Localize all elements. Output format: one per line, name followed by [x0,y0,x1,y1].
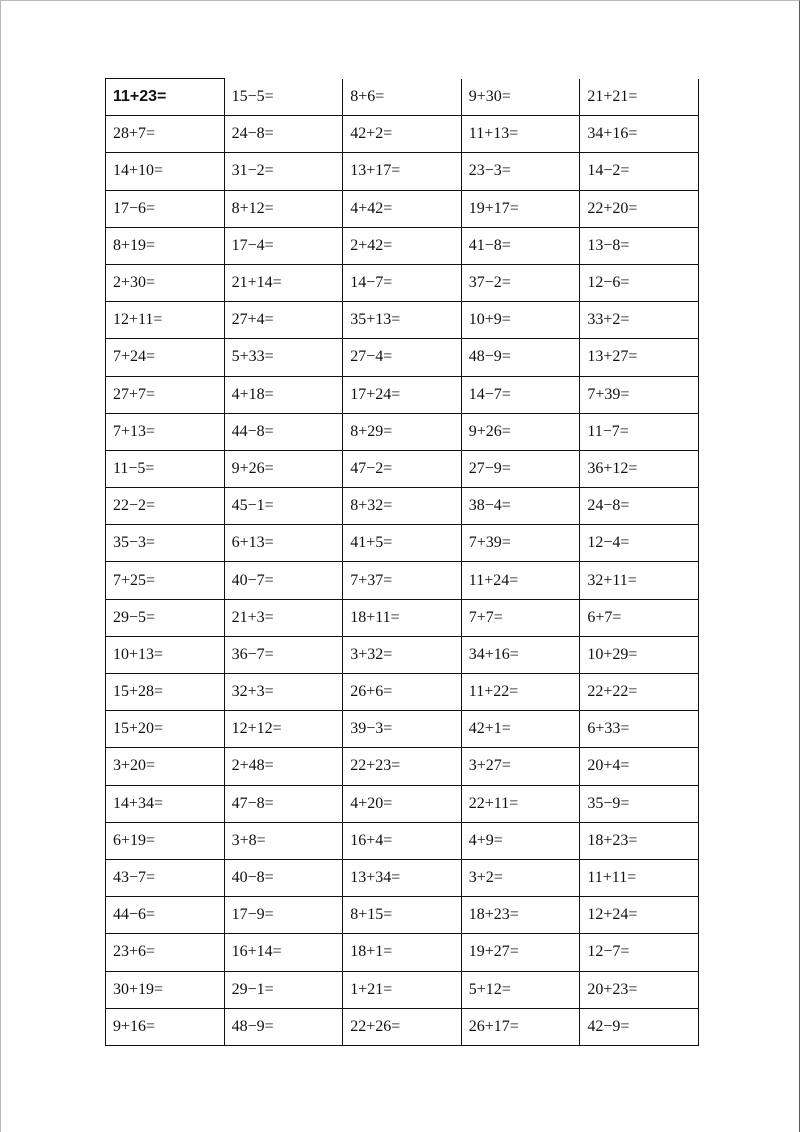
problem-cell: 33+2= [580,302,699,339]
problem-cell: 24−8= [224,116,343,153]
problem-cell: 27+7= [106,376,225,413]
problem-cell: 44−8= [224,413,343,450]
problem-cell: 22+20= [580,190,699,227]
problem-cell: 11+24= [461,562,580,599]
problem-cell: 8+15= [343,897,462,934]
problem-cell: 8+32= [343,488,462,525]
problem-cell: 27−4= [343,339,462,376]
problem-cell: 7+7= [461,599,580,636]
problem-cell: 11−5= [106,450,225,487]
problem-cell: 22+22= [580,674,699,711]
problem-grid-body [106,79,699,1046]
problem-cell: 3+2= [461,859,580,896]
problem-cell: 8+12= [224,190,343,227]
problem-cell: 11−7= [580,413,699,450]
problem-cell: 38−4= [461,488,580,525]
problem-cell: 9+26= [461,413,580,450]
problem-row [106,488,699,525]
problem-row [106,748,699,785]
problem-row [106,934,699,971]
problem-cell: 19+27= [461,934,580,971]
problem-cell: 42+1= [461,711,580,748]
problem-cell: 9+16= [106,1008,225,1045]
problem-cell: 21+14= [224,264,343,301]
problem-cell: 4+42= [343,190,462,227]
problem-cell: 21+3= [224,599,343,636]
problem-row [106,1008,699,1045]
problem-cell: 34+16= [580,116,699,153]
problem-cell: 40−7= [224,562,343,599]
problem-cell: 7+25= [106,562,225,599]
problem-cell: 47−8= [224,785,343,822]
problem-cell: 2+48= [224,748,343,785]
problem-cell: 4+20= [343,785,462,822]
problem-cell: 11+13= [461,116,580,153]
problem-cell: 12−4= [580,525,699,562]
problem-cell: 26+6= [343,674,462,711]
problem-cell: 6+7= [580,599,699,636]
problem-cell: 6+19= [106,822,225,859]
problem-cell: 8+29= [343,413,462,450]
problem-cell: 6+13= [224,525,343,562]
problem-cell: 16+14= [224,934,343,971]
problem-cell: 27+4= [224,302,343,339]
problem-cell: 42+2= [343,116,462,153]
problem-cell: 13+27= [580,339,699,376]
problem-cell: 5+12= [461,971,580,1008]
problem-cell: 14+10= [106,153,225,190]
problem-cell: 7+37= [343,562,462,599]
problem-row [106,897,699,934]
problem-row [106,711,699,748]
problem-cell: 15+20= [106,711,225,748]
problem-row [106,599,699,636]
problem-cell: 2+42= [343,227,462,264]
problem-cell: 14−7= [461,376,580,413]
problem-row [106,376,699,413]
problem-cell: 16+4= [343,822,462,859]
problem-cell: 31−2= [224,153,343,190]
problem-cell: 12−6= [580,264,699,301]
problem-cell: 44−6= [106,897,225,934]
problem-row [106,339,699,376]
problem-row [106,116,699,153]
problem-cell: 13+34= [343,859,462,896]
problem-cell: 7+24= [106,339,225,376]
problem-cell: 11+22= [461,674,580,711]
problem-cell: 1+21= [343,971,462,1008]
problem-cell: 36+12= [580,450,699,487]
problem-cell: 17−4= [224,227,343,264]
problem-cell: 23+6= [106,934,225,971]
arithmetic-problem-grid [105,78,699,1046]
problem-cell: 47−2= [343,450,462,487]
problem-cell: 14−2= [580,153,699,190]
problem-row [106,79,699,116]
problem-cell: 2+30= [106,264,225,301]
problem-cell: 18+1= [343,934,462,971]
problem-cell: 3+27= [461,748,580,785]
problem-cell: 10+13= [106,636,225,673]
problem-cell: 34+16= [461,636,580,673]
problem-cell: 12+11= [106,302,225,339]
problem-cell: 17−6= [106,190,225,227]
problem-cell: 3+32= [343,636,462,673]
problem-cell: 17+24= [343,376,462,413]
problem-cell: 18+11= [343,599,462,636]
problem-cell: 24−8= [580,488,699,525]
problem-cell: 3+20= [106,748,225,785]
problem-cell: 22+11= [461,785,580,822]
problem-cell: 39−3= [343,711,462,748]
problem-row [106,525,699,562]
problem-row [106,302,699,339]
problem-cell: 26+17= [461,1008,580,1045]
problem-cell: 11+23= [106,79,225,116]
problem-cell: 6+33= [580,711,699,748]
problem-cell: 7+13= [106,413,225,450]
problem-cell: 14−7= [343,264,462,301]
problem-cell: 35−9= [580,785,699,822]
problem-row [106,450,699,487]
problem-cell: 21+21= [580,79,699,116]
problem-cell: 17−9= [224,897,343,934]
problem-cell: 4+9= [461,822,580,859]
problem-row [106,190,699,227]
problem-row [106,227,699,264]
problem-cell: 13+17= [343,153,462,190]
problem-row [106,971,699,1008]
problem-cell: 3+8= [224,822,343,859]
problem-cell: 20+4= [580,748,699,785]
problem-cell: 42−9= [580,1008,699,1045]
problem-cell: 10+9= [461,302,580,339]
problem-cell: 28+7= [106,116,225,153]
problem-row [106,822,699,859]
problem-cell: 12−7= [580,934,699,971]
problem-cell: 8+6= [343,79,462,116]
problem-cell: 19+17= [461,190,580,227]
problem-cell: 41−8= [461,227,580,264]
problem-cell: 10+29= [580,636,699,673]
problem-cell: 22+23= [343,748,462,785]
problem-cell: 13−8= [580,227,699,264]
problem-row [106,264,699,301]
problem-cell: 48−9= [224,1008,343,1045]
problem-cell: 35+13= [343,302,462,339]
problem-cell: 4+18= [224,376,343,413]
problem-row [106,636,699,673]
problem-cell: 15+28= [106,674,225,711]
problem-cell: 43−7= [106,859,225,896]
problem-cell: 30+19= [106,971,225,1008]
problem-row [106,785,699,822]
problem-cell: 18+23= [461,897,580,934]
problem-row [106,153,699,190]
problem-cell: 14+34= [106,785,225,822]
problem-cell: 18+23= [580,822,699,859]
problem-cell: 32+11= [580,562,699,599]
problem-cell: 37−2= [461,264,580,301]
problem-cell: 11+11= [580,859,699,896]
problem-cell: 22+26= [343,1008,462,1045]
problem-cell: 48−9= [461,339,580,376]
problem-cell: 7+39= [580,376,699,413]
problem-cell: 8+19= [106,227,225,264]
problem-cell: 41+5= [343,525,462,562]
problem-cell: 36−7= [224,636,343,673]
problem-cell: 12+12= [224,711,343,748]
problem-row [106,674,699,711]
problem-cell: 23−3= [461,153,580,190]
problem-cell: 32+3= [224,674,343,711]
problem-row [106,859,699,896]
problem-row [106,562,699,599]
problem-row [106,413,699,450]
problem-cell: 9+30= [461,79,580,116]
problem-cell: 29−5= [106,599,225,636]
problem-cell: 7+39= [461,525,580,562]
problem-cell: 27−9= [461,450,580,487]
problem-cell: 40−8= [224,859,343,896]
problem-cell: 20+23= [580,971,699,1008]
problem-cell: 29−1= [224,971,343,1008]
problem-cell: 12+24= [580,897,699,934]
problem-cell: 45−1= [224,488,343,525]
problem-cell: 35−3= [106,525,225,562]
problem-cell: 9+26= [224,450,343,487]
problem-cell: 5+33= [224,339,343,376]
problem-cell: 22−2= [106,488,225,525]
problem-cell: 15−5= [224,79,343,116]
